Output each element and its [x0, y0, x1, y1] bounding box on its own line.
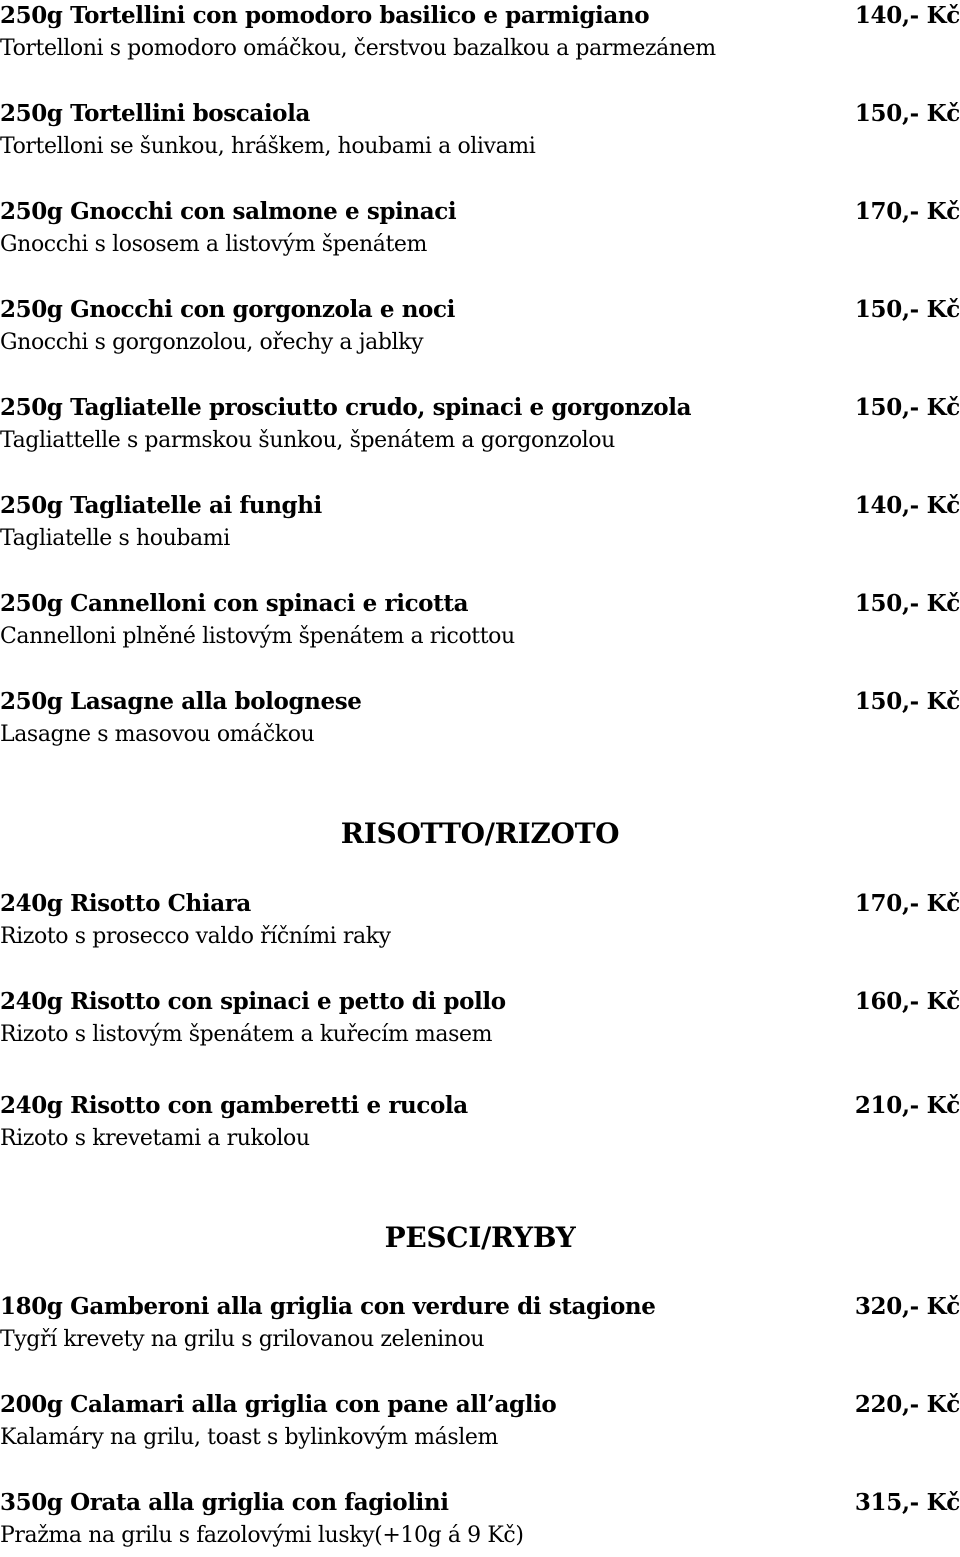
menu-item-description: Rizoto s listovým špenátem a kuřecím masem — [0, 1022, 493, 1047]
menu-item-name: 250g Tortellini boscaiola — [0, 100, 310, 127]
menu-item-price: 140,- Kč — [854, 2, 960, 29]
menu-item-description: Tagliatelle s houbami — [0, 526, 230, 551]
section-title-risotto: RISOTTO/RIZOTO — [340, 817, 620, 850]
menu-item-name: 180g Gamberoni alla griglia con verdure di stagione — [0, 1293, 656, 1320]
menu-item-name: 240g Risotto con gamberetti e rucola — [0, 1092, 468, 1119]
menu-item-price: 160,- Kč — [854, 988, 960, 1015]
menu-item-name: 250g Cannelloni con spinaci e ricotta — [0, 590, 469, 617]
menu-item-description: Tygří krevety na grilu s grilovanou zeleninou — [0, 1327, 485, 1352]
menu-item-description: Pražma na grilu s fazolovými lusky(+10g á 9 Kč) — [0, 1523, 524, 1548]
menu-item-name: 200g Calamari alla griglia con pane all’aglio — [0, 1391, 557, 1418]
menu-item-price: 150,- Kč — [854, 100, 960, 127]
menu-item-description: Tagliattelle s parmskou šunkou, špenátem a gorgonzolou — [0, 428, 615, 453]
menu-item-name: 240g Risotto Chiara — [0, 890, 251, 917]
menu-item-price: 210,- Kč — [854, 1092, 960, 1119]
menu-item — [0, 98, 960, 168]
menu-item — [0, 986, 960, 1056]
menu-item-description: Rizoto s krevetami a rukolou — [0, 1126, 310, 1151]
menu-item-name: 250g Gnocchi con salmone e spinaci — [0, 198, 457, 225]
menu-item — [0, 490, 960, 560]
menu-item — [0, 294, 960, 364]
menu-item-name: 250g Lasagne alla bolognese — [0, 688, 362, 715]
menu-item-price: 150,- Kč — [854, 394, 960, 421]
menu-item — [0, 888, 960, 958]
menu-item-price: 150,- Kč — [854, 688, 960, 715]
menu-item — [0, 686, 960, 756]
menu-item — [0, 196, 960, 266]
menu-item-description: Cannelloni plněné listovým špenátem a ricottou — [0, 624, 515, 649]
menu-item — [0, 1487, 960, 1557]
menu-item — [0, 1389, 960, 1459]
menu-item-description: Gnocchi s gorgonzolou, ořechy a jablky — [0, 330, 424, 355]
menu-item — [0, 588, 960, 658]
menu-item — [0, 1090, 960, 1160]
menu-item-price: 170,- Kč — [854, 890, 960, 917]
menu-item — [0, 392, 960, 462]
menu-item — [0, 1291, 960, 1361]
section-title-pesci: PESCI/RYBY — [384, 1221, 576, 1254]
menu-item-price: 150,- Kč — [854, 296, 960, 323]
menu-item-price: 170,- Kč — [854, 198, 960, 225]
menu-item — [0, 0, 960, 70]
menu-item-price: 320,- Kč — [854, 1293, 960, 1320]
menu-item-description: Tortelloni se šunkou, hráškem, houbami a olivami — [0, 134, 536, 159]
menu-item-name: 250g Gnocchi con gorgonzola e noci — [0, 296, 455, 323]
menu-item-price: 220,- Kč — [854, 1391, 960, 1418]
menu-item-name: 250g Tortellini con pomodoro basilico e parmigiano — [0, 2, 650, 29]
menu-item-description: Gnocchi s lososem a listovým špenátem — [0, 232, 427, 257]
menu-item-name: 250g Tagliatelle ai funghi — [0, 492, 322, 519]
menu-item-description: Rizoto s prosecco valdo říčními raky — [0, 924, 391, 949]
menu-item-description: Lasagne s masovou omáčkou — [0, 722, 315, 747]
menu-item-price: 315,- Kč — [854, 1489, 960, 1516]
menu-item-price: 140,- Kč — [854, 492, 960, 519]
menu-item-description: Tortelloni s pomodoro omáčkou, čerstvou bazalkou a parmezánem — [0, 36, 716, 61]
menu-item-name: 350g Orata alla griglia con fagiolini — [0, 1489, 449, 1516]
menu-item-name: 240g Risotto con spinaci e petto di pollo — [0, 988, 506, 1015]
menu-item-name: 250g Tagliatelle prosciutto crudo, spinaci e gorgonzola — [0, 394, 692, 421]
menu-item-description: Kalamáry na grilu, toast s bylinkovým máslem — [0, 1425, 498, 1450]
menu-item-price: 150,- Kč — [854, 590, 960, 617]
